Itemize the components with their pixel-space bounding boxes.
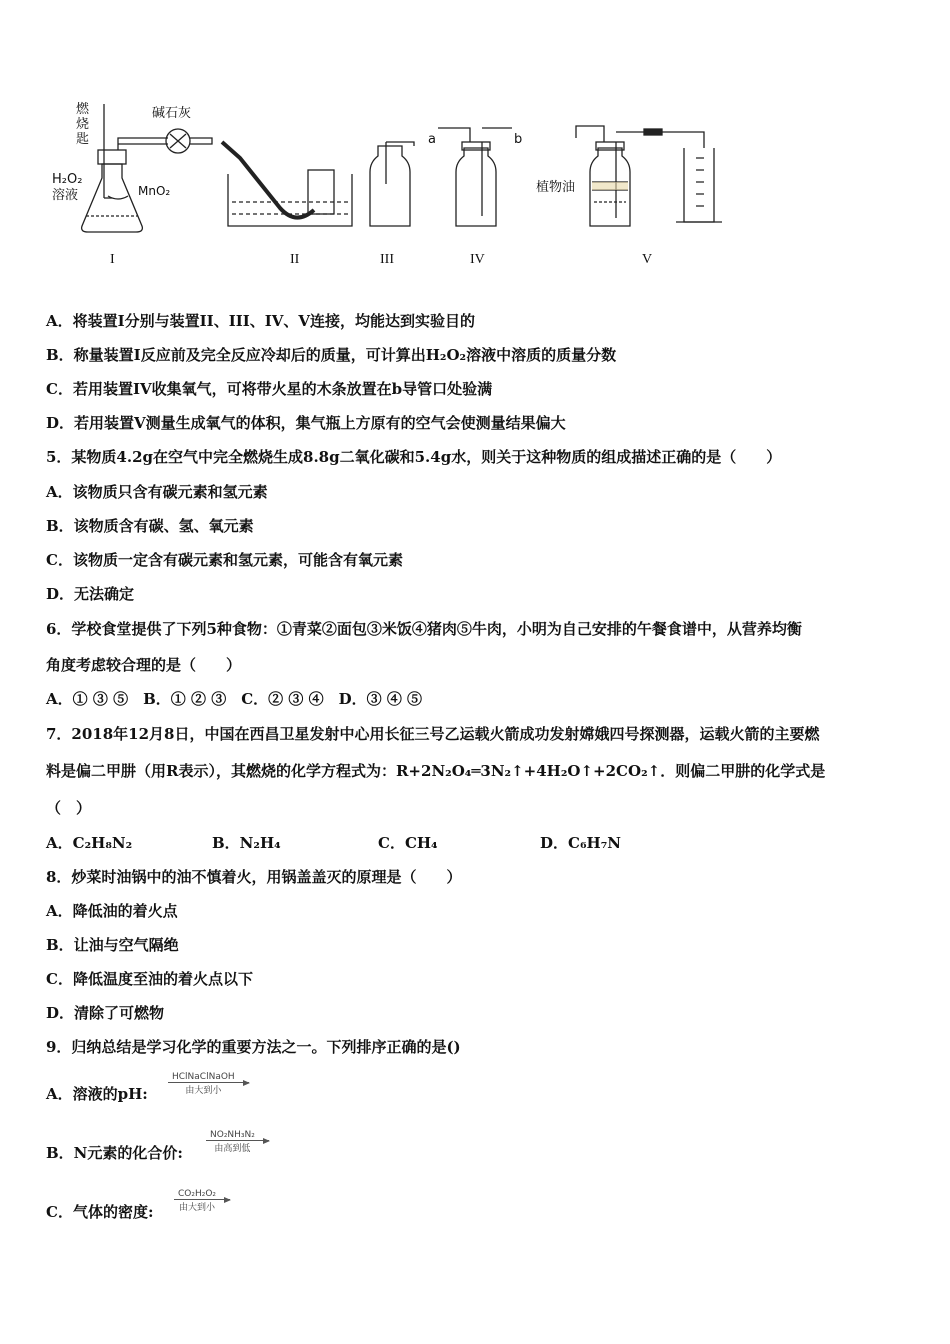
q5-stem: 5．某物质4.2g在空气中完全燃烧生成8.8g二氧化碳和5.4g水，则关于这种物质的组成描述正确的是（ ） (46, 448, 782, 466)
q9-option-c-arrow-bottom: 由大到小 (179, 1203, 216, 1213)
q7-option-d: D．C₆H₇N (540, 834, 621, 852)
q9-option-b-arrow-top: NO₂NH₃N₂ (206, 1130, 269, 1141)
q9-option-c-label: C．气体的密度: (46, 1203, 154, 1221)
q8-stem: 8．炒菜时油锅中的油不慎着火，用锅盖盖灭的原理是（ ） (46, 868, 462, 886)
q4-option-d: D．若用装置V测量生成氧气的体积，集气瓶上方原有的空气会使测量结果偏大 (46, 414, 566, 432)
q7-stem-line3: （ ） (46, 799, 92, 817)
q7-option-c: C．CH₄ (378, 834, 438, 852)
label-spoon: 燃 烧 匙 (76, 102, 90, 147)
device-label-1: I (110, 252, 115, 267)
device-label-4: IV (470, 252, 485, 267)
device-label-2: II (290, 252, 300, 267)
device-label-5: V (642, 252, 653, 267)
label-soda-lime: 碱石灰 (152, 106, 192, 121)
q9-option-c-arrow (174, 1189, 230, 1213)
q8-option-b: B．让油与空气隔绝 (46, 936, 179, 954)
q5-option-a: A．该物质只含有碳元素和氢元素 (46, 483, 268, 501)
q9-option-a-arrow (168, 1072, 249, 1096)
q6-options: A．① ③ ⑤ B．① ② ③ C．② ③ ④ D．③ ④ ⑤ (46, 690, 423, 708)
q8-option-c: C．降低温度至油的着火点以下 (46, 970, 253, 988)
q5-option-b: B．该物质含有碳、氢、氧元素 (46, 517, 254, 535)
q9-option-a-arrow-top: HClNaClNaOH (168, 1072, 249, 1083)
label-mno2: MnO₂ (138, 184, 171, 198)
q5-option-c: C．该物质一定含有碳元素和氢元素，可能含有氧元素 (46, 551, 403, 569)
device-label-3: III (380, 252, 394, 267)
q9-option-a-arrow-bottom: 由大到小 (185, 1086, 222, 1096)
q6-stem-line1: 6．学校食堂提供了下列5种食物：①青菜②面包③米饭④猪肉⑤牛肉，小明为自己安排的午餐食谱中，从营养均衡 (46, 620, 802, 638)
label-oil: 植物油 (536, 180, 576, 195)
q8-option-d: D．清除了可燃物 (46, 1004, 165, 1022)
q5-option-d: D．无法确定 (46, 585, 135, 603)
label-port-a: a (428, 132, 436, 147)
q9-stem: 9．归纳总结是学习化学的重要方法之一。下列排序正确的是() (46, 1038, 461, 1056)
q7-stem-line2: 料是偏二甲肼（用R表示），其燃烧的化学方程式为：R+2N₂O₄═3N₂↑+4H₂O↑+2CO₂↑．则偏二甲肼的化学式是 (46, 762, 826, 780)
label-h2o2: H₂O₂ 溶液 (52, 172, 83, 203)
q7-stem-line1: 7．2018年12月8日，中国在西昌卫星发射中心用长征三号乙运载火箭成功发射嫦娥四号探测器，运载火箭的主要燃 (46, 725, 820, 743)
q7-option-b: B．N₂H₄ (212, 834, 281, 852)
q6-stem-line2: 角度考虑较合理的是（ ） (46, 656, 242, 674)
q9-option-a-label: A．溶液的pH: (46, 1085, 148, 1103)
q4-option-c: C．若用装置IV收集氧气，可将带火星的木条放置在b导管口处验满 (46, 380, 493, 398)
q7-option-a: A．C₂H₈N₂ (46, 834, 133, 852)
q9-option-b-label: B．N元素的化合价: (46, 1144, 183, 1162)
q4-option-b: B．称量装置I反应前及完全反应冷却后的质量，可计算出H₂O₂溶液中溶质的质量分数 (46, 346, 617, 364)
q8-option-a: A．降低油的着火点 (46, 902, 178, 920)
apparatus-figure (40, 98, 760, 278)
label-port-b: b (514, 132, 523, 147)
q4-option-a: A．将装置I分别与装置II、III、IV、V连接，均能达到实验目的 (46, 312, 476, 330)
q9-option-c-arrow-top: CO₂H₂O₂ (174, 1189, 230, 1200)
q9-option-b-arrow (206, 1130, 269, 1154)
q9-option-b-arrow-bottom: 由高到低 (214, 1144, 251, 1154)
